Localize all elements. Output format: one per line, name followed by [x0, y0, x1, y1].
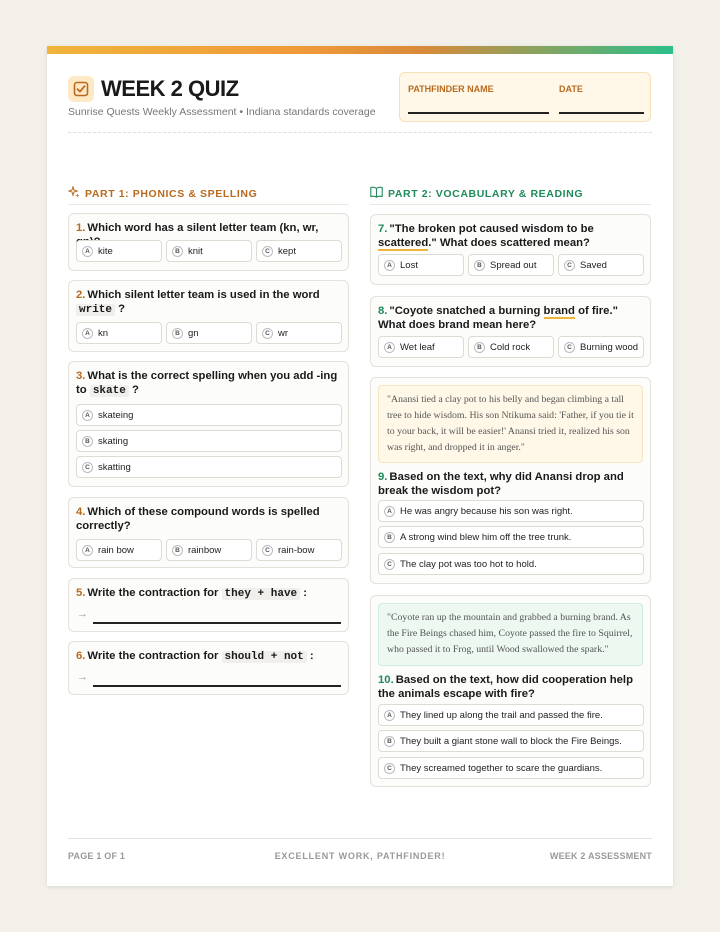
question-3-text: 3. What is the correct spelling when you add -ing to skate ? [76, 370, 338, 397]
date-label: DATE [559, 84, 583, 94]
footer-message: EXCELLENT WORK, PATHFINDER! [274, 851, 446, 861]
option-1c[interactable]: C kept [256, 240, 342, 262]
passage-anansi: "Anansi tied a clay pot to his belly and began climbing a tall tree to hide wisdom. His son Ntikuma said: 'Father, if you tie it to your back, it will be easier!' Anansi tried it, realized his son was right, and dropped it in anger." [378, 385, 643, 463]
arrow-right-icon: → [77, 608, 88, 620]
part2-title: PART 2: VOCABULARY & READING [388, 187, 584, 200]
option-4a[interactable]: A rain bow [76, 539, 162, 561]
question-10-text: 10. Based on the text, how did cooperation help the animals escape with fire? [378, 674, 633, 700]
name-date-box [399, 72, 651, 122]
question-2-text: 2. Which silent letter team is used in the word write ? [76, 289, 320, 316]
question-card-5 [68, 578, 349, 632]
footer-rule [68, 838, 652, 839]
question-5-text: 5. Write the contraction for they + have : [76, 587, 308, 600]
option-3a[interactable]: A skateing [76, 404, 342, 426]
page-subtitle: Sunrise Quests Weekly Assessment • Indiana standards coverage [68, 106, 376, 118]
option-4c[interactable]: C rain-bow [256, 539, 342, 561]
part1-title: PART 1: PHONICS & SPELLING [85, 187, 258, 200]
option-3b[interactable]: B skating [76, 430, 342, 452]
question-card-10 [370, 595, 651, 787]
arrow-right-icon: → [77, 671, 88, 683]
part2-heading [370, 186, 583, 201]
question-card-6 [68, 641, 349, 695]
name-field[interactable] [408, 112, 549, 114]
option-9b[interactable]: B A strong wind blew him off the tree trunk. [378, 526, 644, 548]
part1-heading [68, 186, 257, 201]
option-8a[interactable]: A Wet leaf [378, 336, 464, 358]
option-2c[interactable]: C wr [256, 322, 342, 344]
option-2a[interactable]: A kn [76, 322, 162, 344]
part1-rule [68, 204, 349, 205]
option-9a[interactable]: A He was angry because his son was right. [378, 500, 644, 522]
option-10a[interactable]: A They lined up along the trail and passed the fire. [378, 704, 644, 726]
question-9-text: 9. Based on the text, why did Anansi drop and break the wisdom pot? [378, 471, 624, 497]
question-card-9 [370, 377, 651, 584]
question-4-text: 4. Which of these compound words is spelled correctly? [76, 506, 320, 532]
option-9c[interactable]: C The clay pot was too hot to hold. [378, 553, 644, 575]
option-3c[interactable]: C skatting [76, 456, 342, 478]
question-6-text: 6. Write the contraction for should + not : [76, 650, 314, 663]
option-4b[interactable]: B rainbow [166, 539, 252, 561]
option-10b[interactable]: B They built a giant stone wall to block the Fire Beings. [378, 730, 644, 752]
option-8b[interactable]: B Cold rock [468, 336, 554, 358]
answer-line-6[interactable] [93, 685, 341, 687]
passage-coyote: "Coyote ran up the mountain and grabbed a burning brand. As the Fire Beings chased him, Coyote passed the fire to Squirrel, who passed it to Frog, until Wood swallowed the spark." [378, 603, 643, 666]
date-field[interactable] [559, 112, 644, 114]
checkbox-icon [68, 76, 94, 102]
header-divider [68, 132, 652, 133]
footer-assessment-label: WEEK 2 ASSESSMENT [549, 851, 652, 861]
question-card-1 [68, 213, 349, 271]
question-8-text: 8. "Coyote snatched a burning brand of fire." What does brand mean here? [378, 305, 618, 331]
answer-line-5[interactable] [93, 622, 341, 624]
option-10c[interactable]: C They screamed together to scare the guardians. [378, 757, 644, 779]
sparkle-icon [68, 186, 80, 201]
question-1-text: 1. Which word has a silent letter team (kn, wr, [76, 222, 319, 234]
question-7-text: 7. "The broken pot caused wisdom to be scattered." What does scattered mean? [378, 223, 594, 249]
footer-page-number: PAGE 1 OF 1 [68, 851, 126, 861]
option-1a[interactable]: A kite [76, 240, 162, 262]
question-card-3 [68, 361, 349, 487]
option-7a[interactable]: A Lost [378, 254, 464, 276]
open-book-icon [370, 186, 383, 201]
option-1b[interactable]: B knit [166, 240, 252, 262]
question-card-4 [68, 497, 349, 568]
part2-rule [370, 204, 651, 205]
option-2b[interactable]: B gn [166, 322, 252, 344]
option-7b[interactable]: B Spread out [468, 254, 554, 276]
top-gradient-bar [47, 46, 673, 54]
option-7c[interactable]: C Saved [558, 254, 644, 276]
quiz-page [47, 46, 673, 886]
question-card-8 [370, 296, 651, 367]
page-title: WEEK 2 QUIZ [101, 76, 239, 101]
name-label: PATHFINDER NAME [408, 84, 494, 94]
question-card-7 [370, 214, 651, 285]
question-card-2 [68, 280, 349, 352]
option-8c[interactable]: C Burning wood [558, 336, 644, 358]
